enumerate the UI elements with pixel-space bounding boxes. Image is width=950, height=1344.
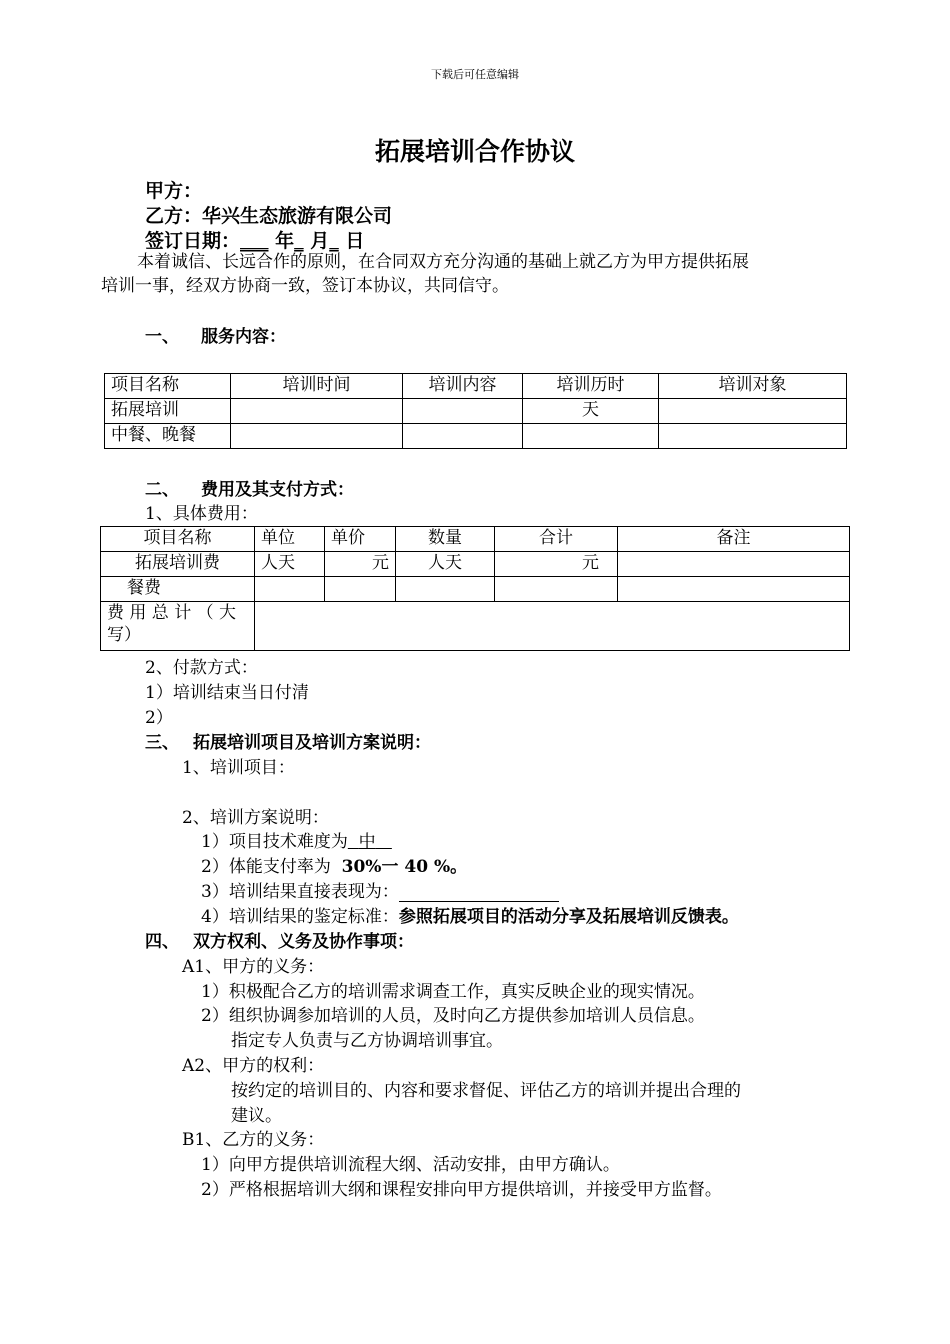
fee-header-note: 备注 bbox=[618, 527, 850, 552]
table-cell: 拓展培训费 bbox=[101, 552, 255, 577]
fee-header-name: 项目名称 bbox=[101, 527, 255, 552]
section4-title: 双方权利、义务及协作事项： bbox=[193, 932, 414, 952]
item3-prefix: 3）培训结果直接表现为： bbox=[201, 882, 399, 902]
table-cell bbox=[325, 577, 396, 602]
a1-item-2-cont: 指定专人负责与乙方协调培训事宜。 bbox=[231, 1031, 503, 1051]
section3-title: 拓展培训项目及培训方案说明： bbox=[193, 733, 431, 753]
section1-heading bbox=[145, 325, 286, 350]
fee-total-label bbox=[101, 602, 255, 651]
table-cell bbox=[403, 424, 523, 449]
table-cell: 人天 bbox=[396, 552, 495, 577]
table-cell bbox=[659, 424, 847, 449]
table-cell bbox=[618, 577, 850, 602]
a1-item-1: 1）积极配合乙方的培训需求调查工作，真实反映企业的现实情况。 bbox=[201, 982, 705, 1002]
table-cell bbox=[231, 399, 403, 424]
service-header-name: 项目名称 bbox=[105, 374, 231, 399]
service-header-content: 培训内容 bbox=[403, 374, 523, 399]
payment-item-1: 1）培训结束当日付清 bbox=[145, 683, 309, 703]
table-row bbox=[105, 374, 847, 399]
a2-label: A2、甲方的权利： bbox=[182, 1056, 325, 1076]
section3-heading bbox=[145, 731, 431, 756]
item2-prefix: 2）体能支付率为 bbox=[201, 857, 331, 877]
fee-header-total: 合计 bbox=[495, 527, 618, 552]
section1-title: 服务内容： bbox=[201, 327, 286, 347]
a1-item-2: 2）组织协调参加培训的人员，及时向乙方提供参加培训人员信息。 bbox=[201, 1006, 705, 1026]
table-cell bbox=[396, 577, 495, 602]
table-cell: 天 bbox=[523, 399, 659, 424]
fee-header-unit: 单位 bbox=[255, 527, 325, 552]
intro-line-1: 本着诚信、长远合作的原则，在合同双方充分沟通的基础上就乙方为甲方提供拓展 bbox=[137, 252, 749, 272]
party-b: 乙方：华兴生态旅游有限公司 bbox=[145, 205, 393, 227]
b1-item-1: 1）向甲方提供培训流程大纲、活动安排，由甲方确认。 bbox=[201, 1155, 620, 1175]
section4-heading bbox=[145, 930, 414, 955]
section1-num: 一、 bbox=[145, 327, 179, 347]
section3-item-3 bbox=[201, 880, 559, 905]
table-row bbox=[101, 577, 850, 602]
section3-sub1: 1、培训项目： bbox=[182, 758, 295, 778]
sign-date-label: 签订日期： bbox=[145, 230, 241, 252]
sign-date bbox=[145, 226, 364, 253]
service-header-time: 培训时间 bbox=[231, 374, 403, 399]
month-blank: _ bbox=[294, 230, 304, 252]
table-cell bbox=[659, 399, 847, 424]
service-header-target: 培训对象 bbox=[659, 374, 847, 399]
item1-prefix: 1）项目技术难度为 bbox=[201, 832, 348, 852]
section3-item-1 bbox=[201, 830, 392, 855]
fee-table bbox=[100, 526, 850, 651]
table-row bbox=[101, 527, 850, 552]
table-row bbox=[105, 424, 847, 449]
table-cell: 餐费 bbox=[101, 577, 255, 602]
a2-line-1: 按约定的培训目的、内容和要求督促、评估乙方的培训并提出合理的 bbox=[231, 1081, 741, 1101]
section2-num: 二、 bbox=[145, 480, 179, 500]
a1-label: A1、甲方的义务： bbox=[182, 957, 325, 977]
fee-header-qty: 数量 bbox=[396, 527, 495, 552]
table-cell: 人天 bbox=[255, 552, 325, 577]
b1-item-2: 2）严格根据培训大纲和课程安排向甲方提供培训，并接受甲方监督。 bbox=[201, 1180, 722, 1200]
table-cell bbox=[618, 552, 850, 577]
month-label: 月 bbox=[310, 230, 330, 252]
table-cell bbox=[403, 399, 523, 424]
year-label: 年 bbox=[275, 230, 295, 252]
table-cell: 元 bbox=[495, 552, 618, 577]
item4-prefix: 4）培训结果的鉴定标准： bbox=[201, 907, 399, 927]
service-table bbox=[104, 373, 847, 449]
section3-num: 三、 bbox=[145, 733, 179, 753]
table-cell bbox=[523, 424, 659, 449]
fee-label: 1、具体费用： bbox=[145, 504, 258, 524]
section3-sub2: 2、培训方案说明： bbox=[182, 808, 329, 828]
table-cell bbox=[255, 577, 325, 602]
section2-heading bbox=[145, 478, 354, 503]
table-cell: 元 bbox=[325, 552, 396, 577]
year-blank: ___ bbox=[240, 230, 269, 252]
section3-item-4 bbox=[201, 905, 739, 930]
stamina-rate-value: 30%一 40 %。 bbox=[341, 857, 468, 877]
intro-line-2: 培训一事，经双方协商一致，签订本协议，共同信守。 bbox=[101, 276, 509, 296]
a2-line-2: 建议。 bbox=[231, 1106, 282, 1126]
service-header-duration: 培训历时 bbox=[523, 374, 659, 399]
table-cell bbox=[495, 577, 618, 602]
table-row bbox=[101, 602, 850, 651]
section2-title: 费用及其支付方式： bbox=[201, 480, 354, 500]
section4-num: 四、 bbox=[145, 932, 179, 952]
day-blank: _ bbox=[329, 230, 339, 252]
item4-value: 参照拓展项目的活动分享及拓展培训反馈表。 bbox=[398, 907, 739, 927]
day-label: 日 bbox=[345, 230, 365, 252]
result-blank bbox=[399, 883, 559, 902]
fee-total-value bbox=[255, 602, 850, 651]
fee-total-label-line2: 写） bbox=[107, 625, 141, 645]
header-note: 下载后可任意编辑 bbox=[431, 68, 519, 81]
table-row bbox=[101, 552, 850, 577]
table-cell bbox=[231, 424, 403, 449]
table-row bbox=[105, 399, 847, 424]
fee-total-label-line1: 费 用 总 计 （ 大 bbox=[107, 603, 237, 623]
difficulty-text: 中 bbox=[358, 832, 376, 852]
payment-label: 2、付款方式： bbox=[145, 658, 258, 678]
fee-header-price: 单价 bbox=[325, 527, 396, 552]
table-cell: 拓展培训 bbox=[105, 399, 231, 424]
section3-item-2 bbox=[201, 855, 467, 880]
party-a: 甲方： bbox=[145, 180, 203, 202]
document-title: 拓展培训合作协议 bbox=[374, 137, 575, 166]
b1-label: B1、乙方的义务： bbox=[182, 1130, 325, 1150]
difficulty-value bbox=[348, 832, 392, 852]
table-cell: 中餐、晚餐 bbox=[105, 424, 231, 449]
payment-item-2: 2） bbox=[145, 708, 173, 728]
